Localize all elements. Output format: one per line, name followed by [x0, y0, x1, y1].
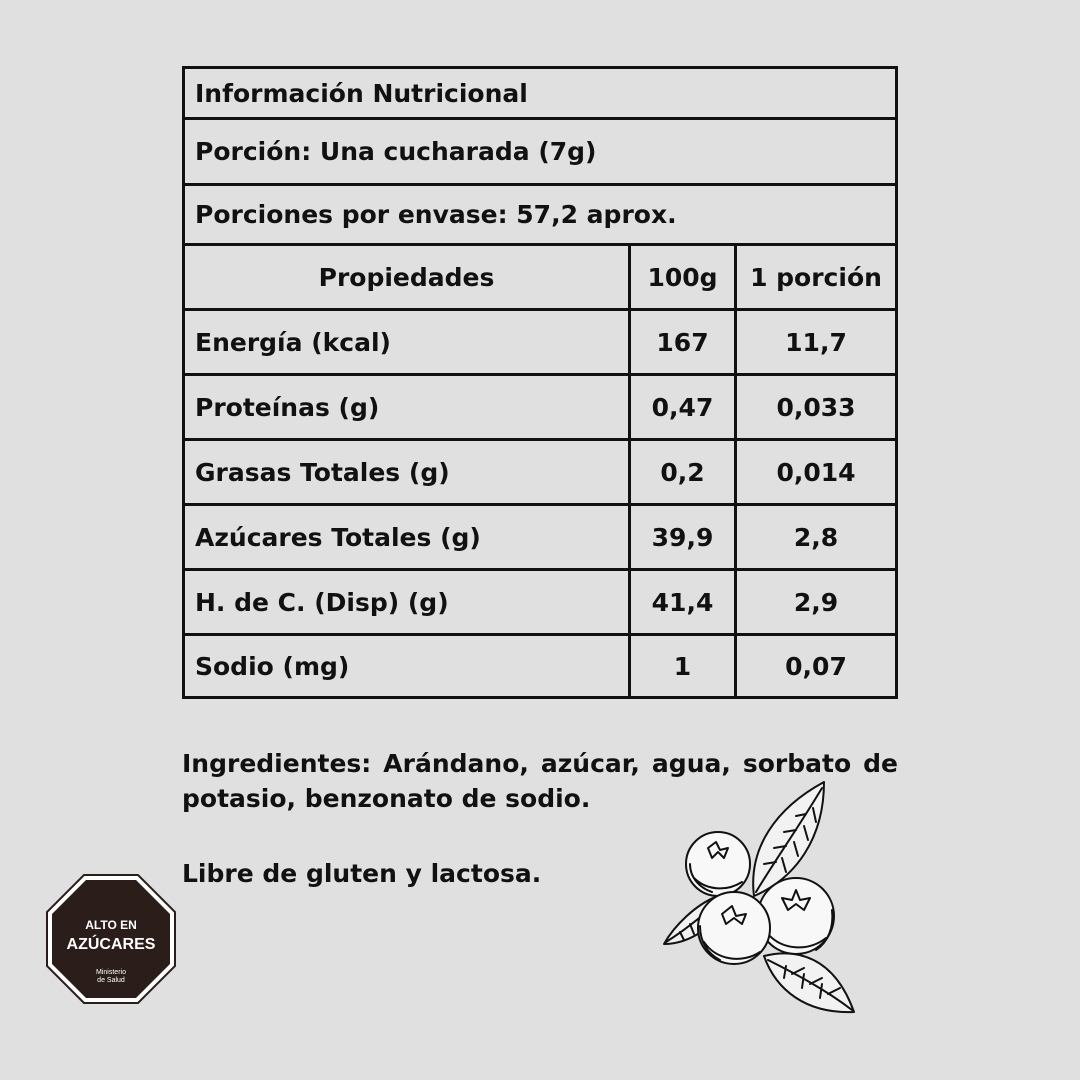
value-per-portion: 11,7	[785, 327, 847, 357]
portions-per-pack: Porciones por envase: 57,2 aprox.	[195, 200, 677, 229]
nutrient-name: Grasas Totales (g)	[185, 441, 631, 503]
nutrition-table	[182, 66, 898, 699]
value-per-portion: 0,07	[785, 651, 847, 681]
nutrient-name: H. de C. (Disp) (g)	[185, 571, 631, 633]
header-per-portion: 1 porción	[750, 262, 882, 292]
value-per-100g: 41,4	[631, 571, 737, 633]
header-properties: Propiedades	[185, 246, 631, 308]
ingredients-text: Ingredientes: Arándano, azúcar, agua, sorbato de potasio, benzonato de sodio.	[182, 749, 898, 813]
table-title: Información Nutricional	[195, 78, 528, 108]
value-per-portion: 2,9	[793, 587, 839, 617]
value-per-100g: 0,2	[631, 441, 737, 503]
value-per-portion: 0,014	[776, 457, 856, 487]
seal-line-3: Ministerio	[96, 969, 126, 976]
table-row	[185, 373, 895, 438]
nutrient-name: Energía (kcal)	[185, 311, 631, 373]
table-row	[185, 633, 895, 696]
value-per-100g: 0,47	[631, 376, 737, 438]
nutrient-name: Proteínas (g)	[185, 376, 631, 438]
table-row	[185, 503, 895, 568]
portions-per-pack-row	[185, 183, 895, 243]
portion-row	[185, 117, 895, 183]
nutrient-name: Azúcares Totales (g)	[185, 506, 631, 568]
table-row	[185, 568, 895, 633]
seal-line-1: ALTO EN	[85, 918, 137, 932]
table-title-row	[185, 69, 895, 117]
value-per-100g: 167	[631, 311, 737, 373]
header-per-100g: 100g	[631, 246, 737, 308]
value-per-100g: 39,9	[631, 506, 737, 568]
portion-size: Porción: Una cucharada (7g)	[195, 137, 597, 166]
blueberries-icon	[656, 778, 866, 1018]
allergen-text: Libre de gluten y lactosa.	[182, 859, 542, 888]
seal-line-2: AZÚCARES	[66, 936, 156, 953]
table-header-row	[185, 243, 895, 308]
value-per-100g: 1	[631, 636, 737, 696]
table-row	[185, 308, 895, 373]
table-row	[185, 438, 895, 503]
nutrient-name: Sodio (mg)	[185, 636, 631, 696]
value-per-portion: 0,033	[776, 392, 856, 422]
seal-line-4: de Salud	[97, 977, 125, 984]
value-per-portion: 2,8	[793, 522, 839, 552]
high-sugar-warning-seal	[46, 874, 176, 1004]
